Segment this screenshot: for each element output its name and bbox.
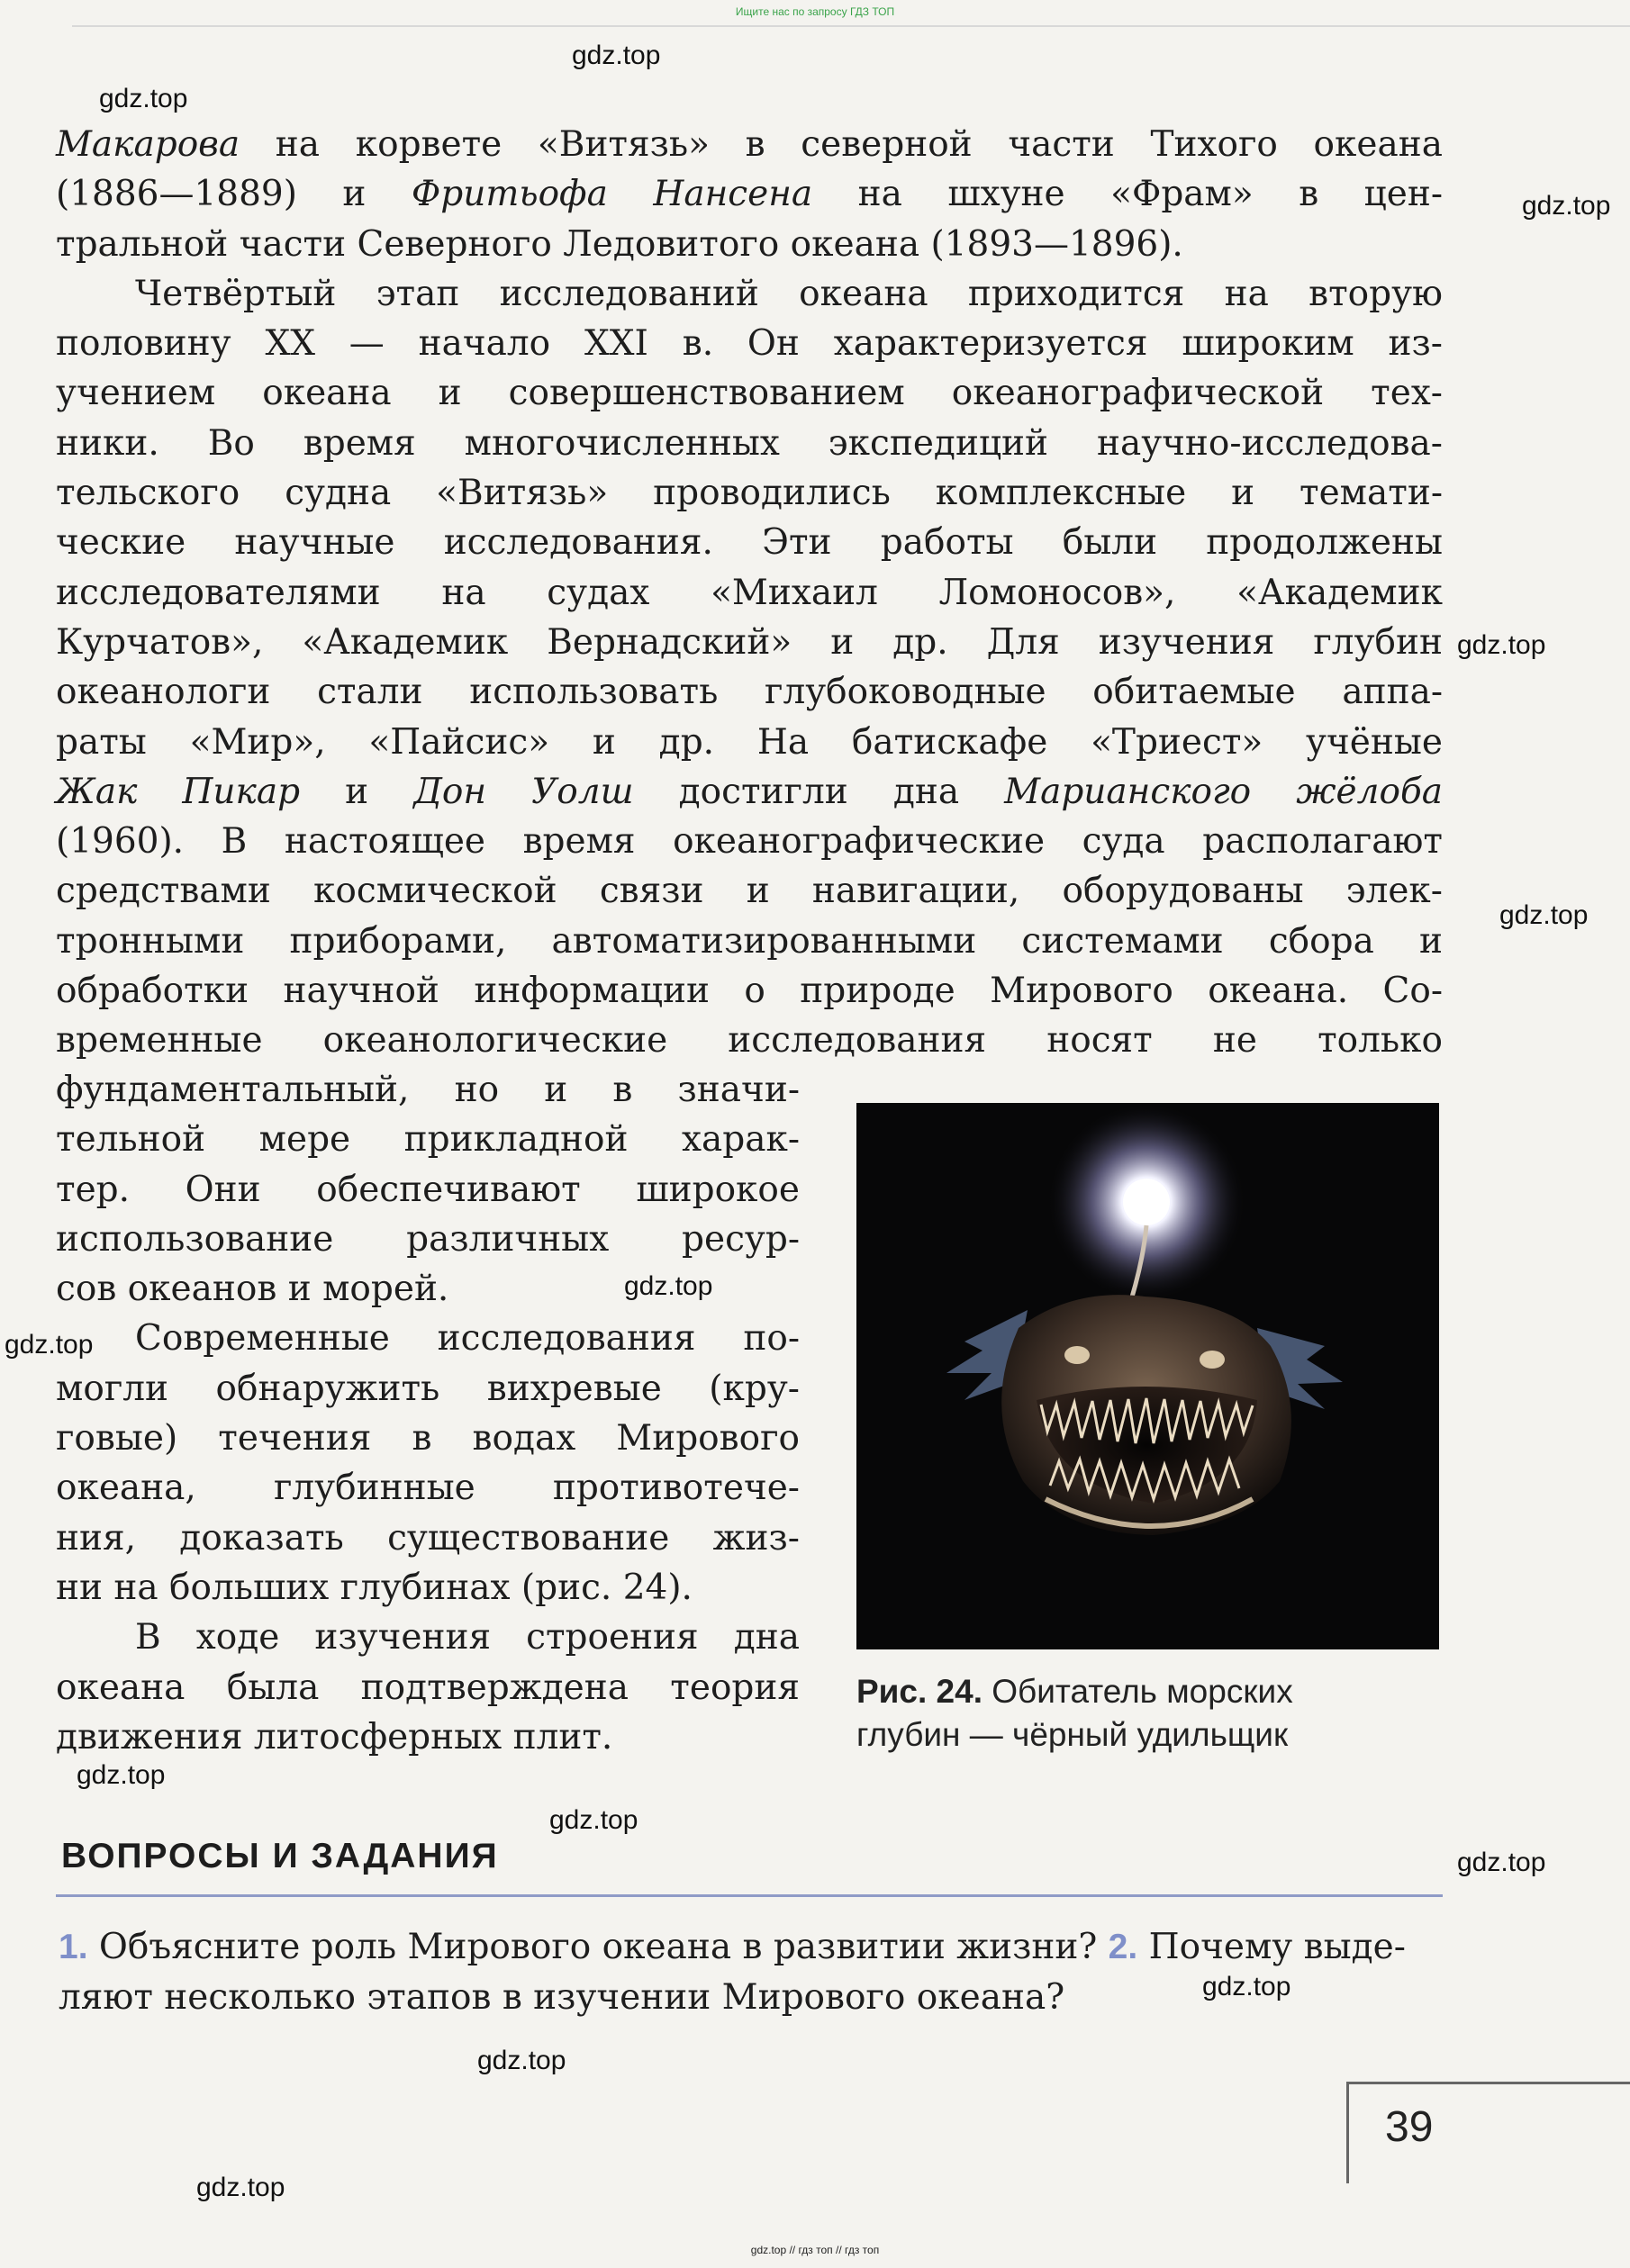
text-fragment: достигли дна — [633, 771, 1005, 812]
figure-caption — [856, 1670, 1451, 1757]
person-name: Дон Уолш — [413, 771, 634, 812]
question-text: Почему выде- — [1137, 1927, 1406, 1967]
text-fragment: и — [300, 771, 414, 812]
watermark: gdz.top — [5, 1330, 94, 1360]
questions — [59, 1922, 1445, 2023]
section-title: ВОПРОСЫ И ЗАДАНИЯ — [61, 1837, 499, 1875]
text-line: тельского судна «Витязь» проводились комплексные и темати- — [56, 473, 1443, 514]
text-line: временные океанологические исследования носят не только — [56, 1020, 1443, 1062]
top-divider — [72, 25, 1630, 27]
text-line: сов океанов и морей. — [56, 1269, 449, 1310]
text-line: использование различных ресур- — [56, 1218, 800, 1260]
anglerfish-illustration — [856, 1103, 1439, 1649]
text-line: ни на больших глубинах (рис. 24). — [56, 1567, 693, 1608]
question-number: 2. — [1108, 1928, 1138, 1966]
bottom-banner: gdz.top // гдз топ // гдз топ — [750, 2244, 880, 2256]
text-line: океанологи стали использовать глубоководные обитаемые аппа- — [56, 672, 1443, 713]
text-line: океана, глубинные противотече- — [56, 1468, 800, 1509]
text-line: Курчатов», «Академик Вернадский» и др. Для изучения глубин — [56, 621, 1443, 663]
text-line: движения литосферных плит. — [56, 1716, 613, 1757]
text-line: Современные исследования по- — [135, 1318, 800, 1360]
text-line: средствами космической связи и навигации, оборудованы элек- — [56, 871, 1443, 912]
top-banner: Ищите нас по запросу ГДЗ ТОП — [735, 5, 895, 18]
text-line: Четвёртый этап исследований океана приходится на вторую — [135, 273, 1443, 314]
caption-text: Обитатель морских — [983, 1673, 1293, 1710]
text-line: тральной части Северного Ледовитого океана (1893—1896). — [56, 223, 1183, 265]
watermark: gdz.top — [549, 1805, 638, 1835]
text-line: исследователями на судах «Михаил Ломоносов», «Академик — [56, 572, 1443, 613]
text-line: учением океана и совершенствованием океанографической тех- — [56, 373, 1443, 414]
watermark: gdz.top — [1457, 630, 1546, 660]
main-text — [56, 120, 1443, 1066]
text-fragment: на корвете «Витязь» в северной части Тихого океана — [240, 124, 1443, 165]
watermark: gdz.top — [1499, 900, 1589, 930]
watermark: gdz.top — [1202, 1972, 1291, 2001]
person-name: Макарова — [56, 124, 240, 165]
place-name: Марианского жёлоба — [1004, 771, 1443, 812]
watermark: gdz.top — [99, 84, 188, 113]
question-text: ляют несколько этапов в изучении Мирового океана? — [59, 1977, 1065, 2018]
text-line: половину XX — начало XXI в. Он характеризуется широким из- — [56, 323, 1443, 365]
text-line: могли обнаружить вихревые (кру- — [56, 1368, 800, 1409]
text-fragment: (1886—1889) и — [56, 174, 412, 215]
text-line: ники. Во время многочисленных экспедиций научно-исследова- — [56, 422, 1443, 464]
person-name: Жак Пикар — [56, 771, 301, 812]
text-line: (1960). В настоящее время океанографические суда располагают — [56, 821, 1443, 863]
text-line: тер. Они обеспечивают широкое — [56, 1169, 800, 1210]
text-line: тронными приборами, автоматизированными системами сбора и — [56, 920, 1443, 962]
anglerfish-photo — [856, 1103, 1439, 1649]
watermark: gdz.top — [77, 1760, 166, 1790]
question-number: 1. — [59, 1928, 88, 1966]
text-line: раты «Мир», «Пайсис» и др. На батискафе «Триест» учёные — [56, 721, 1443, 763]
text-line: ния, доказать существование жиз- — [56, 1517, 800, 1559]
column-text — [56, 1065, 800, 1762]
text-line: океана была подтверждена теория — [56, 1667, 800, 1708]
text-line — [56, 120, 1443, 169]
caption-text: глубин — чёрный удильщик — [856, 1716, 1289, 1753]
text-line: обработки научной информации о природе Мирового океана. Со- — [56, 971, 1443, 1012]
figure-label: Рис. 24. — [856, 1673, 983, 1710]
text-line — [56, 169, 1443, 219]
question-text: Объясните роль Мирового океана в развитии жизни? — [87, 1927, 1109, 1967]
text-line: говые) течения в водах Мирового — [56, 1418, 800, 1459]
text-line: тельной мере прикладной харак- — [56, 1119, 800, 1161]
watermark: gdz.top — [1457, 1848, 1546, 1877]
section-divider — [56, 1894, 1443, 1897]
text-fragment: на шхуне «Фрам» в цен- — [812, 174, 1444, 215]
watermark: gdz.top — [572, 41, 661, 70]
text-line: В ходе изучения строения дна — [135, 1617, 800, 1658]
text-line — [56, 767, 1443, 817]
text-line: ческие научные исследования. Эти работы были продолжены — [56, 522, 1443, 564]
page-number: 39 — [1385, 2103, 1434, 2151]
watermark: gdz.top — [1522, 191, 1611, 221]
page-number-box — [1346, 2082, 1630, 2183]
person-name: Фритьофа Нансена — [411, 174, 813, 215]
watermark: gdz.top — [196, 2173, 285, 2202]
watermark: gdz.top — [624, 1271, 713, 1301]
text-line: фундаментальный, но и в значи- — [56, 1070, 800, 1110]
watermark: gdz.top — [477, 2046, 566, 2075]
